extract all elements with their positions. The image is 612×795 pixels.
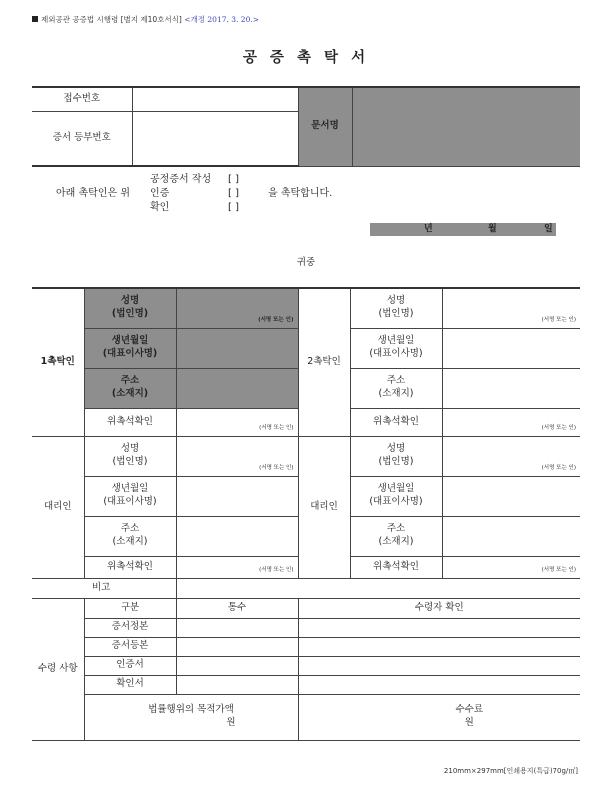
receipt-number-label: 접수번호 bbox=[32, 87, 132, 111]
client1-address-label: 주소 (소재지) bbox=[84, 368, 176, 408]
purpose-value-label: 법률행위의 목적가액 bbox=[148, 704, 234, 716]
form-header bbox=[32, 14, 259, 25]
register-number-field[interactable] bbox=[132, 111, 298, 166]
recipient-label: 귀중 bbox=[296, 257, 316, 268]
client2-name-field[interactable]: (서명 또는 인) bbox=[442, 288, 580, 328]
receipt-confirm-copies[interactable] bbox=[176, 675, 298, 694]
agent1-birth-field[interactable] bbox=[176, 476, 298, 516]
agent2-birth-label: 생년월일 (대표이사명) bbox=[350, 476, 442, 516]
client1-name-label: 성명 (법인명) bbox=[84, 288, 176, 328]
agent1-address-field[interactable] bbox=[176, 516, 298, 556]
register-number-label: 증서 등부번호 bbox=[32, 111, 132, 166]
receipt-copy-receiver[interactable] bbox=[298, 637, 580, 656]
receipt-col-receiver: 수령자 확인 bbox=[298, 598, 580, 618]
client2-label: 2촉탁인 bbox=[298, 288, 350, 436]
receipt-col-copies: 통수 bbox=[176, 598, 298, 618]
agent2-name-label: 성명 (법인명) bbox=[350, 436, 442, 476]
client1-confirm-label: 위촉석확인 bbox=[84, 408, 176, 436]
checkbox-notarial-deed[interactable]: [ ] bbox=[228, 174, 239, 185]
date-day-label: 일 bbox=[544, 224, 553, 234]
agent1-name-field[interactable]: (서명 또는 인) bbox=[176, 436, 298, 476]
agent1-address-label: 주소 (소재지) bbox=[84, 516, 176, 556]
receipt-copy-copies[interactable] bbox=[176, 637, 298, 656]
date-month-label: 월 bbox=[488, 224, 497, 234]
intro-left-text: 아래 촉탁인은 위 bbox=[56, 188, 130, 199]
client1-label: 1촉탁인 bbox=[32, 288, 84, 436]
client2-birth-label: 생년월일 (대표이사명) bbox=[350, 328, 442, 368]
checkbox-certification[interactable]: [ ] bbox=[228, 188, 239, 199]
client1-birth-field[interactable] bbox=[176, 328, 298, 368]
agent2-confirm-label: 위촉석확인 bbox=[350, 556, 442, 578]
receipt-info-table bbox=[32, 86, 580, 167]
square-bullet-icon bbox=[32, 16, 38, 22]
date-bar[interactable] bbox=[370, 223, 556, 236]
purpose-value-field[interactable] bbox=[84, 694, 298, 740]
agent1-birth-label: 생년월일 (대표이사명) bbox=[84, 476, 176, 516]
paper-spec: 210mm×297mm[인쇄용지(특급)70g/㎡] bbox=[443, 767, 578, 775]
receipt-confirm-receiver[interactable] bbox=[298, 675, 580, 694]
agent2-address-field[interactable] bbox=[442, 516, 580, 556]
agent2-confirm-field[interactable]: (서명 또는 인) bbox=[442, 556, 580, 578]
receipt-number-field[interactable] bbox=[132, 87, 298, 111]
receipt-original-receiver[interactable] bbox=[298, 618, 580, 637]
fee-field[interactable] bbox=[298, 694, 580, 740]
form-header-prefix: 제외공관 공증법 시행령 [별지 제10호서식] bbox=[41, 15, 182, 24]
receipt-row-original: 증서정본 bbox=[84, 618, 176, 637]
date-year-label: 년 bbox=[424, 224, 433, 234]
client1-address-field[interactable] bbox=[176, 368, 298, 408]
receipt-original-copies[interactable] bbox=[176, 618, 298, 637]
agent2-name-field[interactable]: (서명 또는 인) bbox=[442, 436, 580, 476]
remarks-field[interactable] bbox=[176, 578, 580, 598]
document-name-label: 문서명 bbox=[298, 87, 352, 166]
revision-note: <개정 2017. 3. 20.> bbox=[184, 15, 260, 24]
client2-name-label: 성명 (법인명) bbox=[350, 288, 442, 328]
fee-label: 수수료 bbox=[455, 704, 484, 716]
agent1-confirm-label: 위촉석확인 bbox=[84, 556, 176, 578]
agent2-address-label: 주소 (소재지) bbox=[350, 516, 442, 556]
receipt-cert-receiver[interactable] bbox=[298, 656, 580, 675]
client-table bbox=[32, 287, 580, 741]
option-notarial-deed: 공정증서 작성 bbox=[150, 174, 212, 185]
client2-address-label: 주소 (소재지) bbox=[350, 368, 442, 408]
remarks-label: 비고 bbox=[32, 578, 176, 598]
receipt-cert-copies[interactable] bbox=[176, 656, 298, 675]
option-certification: 인증 bbox=[150, 188, 170, 199]
client1-confirm-field[interactable]: (서명 또는 인) bbox=[176, 408, 298, 436]
receipt-row-copy: 증서등본 bbox=[84, 637, 176, 656]
intro-suffix-text: 을 촉탁합니다. bbox=[268, 188, 333, 199]
receipt-row-confirm: 확인서 bbox=[84, 675, 176, 694]
agent1-confirm-field[interactable]: (서명 또는 인) bbox=[176, 556, 298, 578]
fee-won: 원 bbox=[464, 717, 474, 728]
agent1-label: 대리인 bbox=[32, 436, 84, 578]
client2-confirm-field[interactable]: (서명 또는 인) bbox=[442, 408, 580, 436]
option-confirmation: 확인 bbox=[150, 202, 170, 213]
document-name-field[interactable] bbox=[352, 87, 580, 166]
receipt-col-type: 구분 bbox=[84, 598, 176, 618]
receipt-section-label: 수령 사항 bbox=[32, 598, 84, 740]
purpose-won: 원 bbox=[226, 717, 236, 728]
agent2-birth-field[interactable] bbox=[442, 476, 580, 516]
client2-birth-field[interactable] bbox=[442, 328, 580, 368]
client1-name-field[interactable]: (서명 또는 인) bbox=[176, 288, 298, 328]
client2-address-field[interactable] bbox=[442, 368, 580, 408]
client2-confirm-label: 위촉석확인 bbox=[350, 408, 442, 436]
agent1-name-label: 성명 (법인명) bbox=[84, 436, 176, 476]
client1-birth-label: 생년월일 (대표이사명) bbox=[84, 328, 176, 368]
agent2-label: 대리인 bbox=[298, 436, 350, 578]
receipt-row-cert: 인증서 bbox=[84, 656, 176, 675]
page-title: 공 증 촉 탁 서 bbox=[242, 50, 370, 66]
checkbox-confirmation[interactable]: [ ] bbox=[228, 202, 239, 213]
